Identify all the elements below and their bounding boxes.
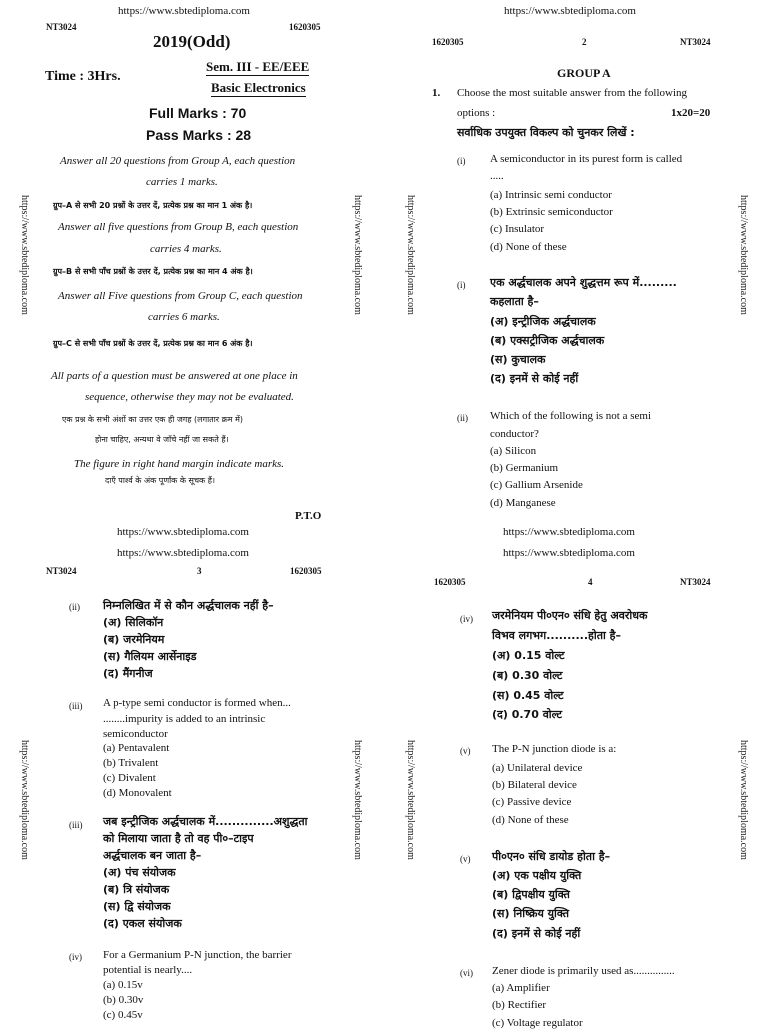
q5-text: The P-N junction diode is a: [492,743,617,755]
subject-code: 1620305 [432,37,464,47]
q1-option-b: (b) Extrinsic semiconductor [490,206,613,218]
instruction-d-hindi-cont: होना चाहिए, अन्यथा वे जाँचे नहीं जा सकते हैं। [95,435,229,444]
q4h-option-d: (द) 0.70 वोल्ट [492,708,562,721]
q3h-option-b: (ब) त्रि संयोजक [103,883,170,896]
q2-option-d: (d) Manganese [490,497,556,509]
q3-option-d: (d) Monovalent [103,787,172,799]
q4h-option-b: (ब) 0.30 वोल्ट [492,669,563,682]
side-watermark-right: https://www.sbtediploma.com [738,195,749,315]
page-number: 2 [582,37,587,47]
instruction-c-hindi: ग्रुप–C से सभी पाँच प्रश्नों के उत्तर दें, प्रत्येक प्रश्न का मान 6 अंक है। [53,339,253,348]
q2-text-cont: conductor? [490,428,539,440]
q4h-text-cont: विभव लगभग..........होता है– [492,629,621,642]
q1-dots: ..... [490,170,504,182]
q3h-text: जब इन्ट्रीजिक अर्द्धचालक में..............अशुद्धता [103,815,308,828]
q1-option-d: (d) None of these [490,241,567,253]
instruction-c-cont: carries 6 marks. [148,311,220,323]
q4-option-b: (b) 0.30v [103,994,144,1006]
page-3 [0,512,384,1024]
q4-option-c: (c) 0.45v [103,1009,143,1021]
instruction-e: The figure in right hand margin indicate marks. [74,458,285,470]
footer-url: https://www.sbtediploma.com [117,526,249,538]
question-number: 1. [432,87,441,99]
question-text: Choose the most suitable answer from the following [457,87,688,99]
q3-option-c: (c) Divalent [103,772,156,784]
q4h-option-c: (स) 0.45 वोल्ट [492,689,564,702]
q6-number: (vi) [460,968,473,978]
q6-option-c: (c) Voltage regulator [492,1017,583,1029]
q1-number: (i) [457,156,466,166]
exam-time: Time : 3Hrs. [45,69,121,84]
q5h-option-b: (ब) द्विपक्षीय युक्ति [492,888,570,901]
header-url: https://www.sbtediploma.com [503,547,635,559]
instruction-d: All parts of a question must be answered at one place in [51,370,298,382]
subject-code: 1620305 [289,22,321,32]
q2h-option-b: (ब) जरमेनियम [103,633,165,646]
q1h-text: एक अर्द्धचालक अपने शुद्धत्तम रूप में......... [490,276,677,289]
pto-label: P.T.O [295,510,322,522]
side-watermark-right: https://www.sbtediploma.com [352,740,363,860]
page-number: 3 [197,566,202,576]
q1h-text-cont: कहलाता है– [490,295,539,308]
q3-number: (iii) [69,701,83,711]
side-watermark-left: https://www.sbtediploma.com [19,195,30,315]
header-url: https://www.sbtediploma.com [504,5,636,17]
subject-code: 1620305 [290,566,322,576]
header-url: https://www.sbtediploma.com [118,5,250,17]
q4-text-cont: potential is nearly.... [103,964,193,976]
q5h-option-d: (द) इनमें से कोई नहीं [492,927,581,940]
side-watermark-right: https://www.sbtediploma.com [738,740,749,860]
paper-code: NT3024 [680,37,711,47]
instruction-b-cont: carries 4 marks. [150,243,222,255]
instruction-a-hindi: ग्रुप–A से सभी 20 प्रश्नों के उत्तर दें, प्रत्येक प्रश्न का मान 1 अंक है। [53,201,253,210]
q2-option-b: (b) Germanium [490,462,559,474]
exam-year: 2019(Odd) [153,32,231,51]
q5-option-b: (b) Bilateral device [492,779,577,791]
instruction-a-cont: carries 1 marks. [146,176,218,188]
q1h-option-c: (स) कुचालक [490,353,546,366]
q3-text-cont-2: semiconductor [103,728,168,740]
q3-option-b: (b) Trivalent [103,757,159,769]
q2-option-c: (c) Gallium Arsenide [490,479,583,491]
instruction-a: Answer all 20 questions from Group A, each question [60,155,296,167]
q6-option-b: (b) Rectifier [492,999,547,1011]
subject-code: 1620305 [434,577,466,587]
footer-url: https://www.sbtediploma.com [503,526,635,538]
q6-text: Zener diode is primarily used as............... [492,965,675,977]
q1h-option-a: (अ) इन्ट्रीजिक अर्द्धचालक [490,315,596,328]
subject-name: Basic Electronics [211,80,306,95]
page-2 [384,0,768,512]
q3h-option-a: (अ) पंच संयोजक [103,866,176,879]
q4h-text: जरमेनियम पी०एन० संधि हेतु अवरोधक [492,609,648,622]
question-hindi: सर्वाधिक उपयुक्त विकल्प को चुनकर लिखें : [457,126,635,139]
q2h-option-d: (द) मैंगनीज [103,667,153,680]
q4h-number: (iv) [460,614,473,624]
q2h-number: (ii) [69,602,80,612]
q5h-option-a: (अ) एक पक्षीय युक्ति [492,869,582,882]
side-watermark-left: https://www.sbtediploma.com [405,740,416,860]
q5h-number: (v) [460,854,471,864]
q5-option-d: (d) None of these [492,814,569,826]
group-heading: GROUP A [557,66,611,80]
q5-option-c: (c) Passive device [492,796,572,808]
q2-text: Which of the following is not a semi [490,410,651,422]
page-4 [384,512,768,1029]
pass-marks: Pass Marks : 28 [146,127,252,143]
q1-option-a: (a) Intrinsic semi conductor [490,189,612,201]
q2-option-a: (a) Silicon [490,445,537,457]
instruction-c: Answer all Five questions from Group C, each question [58,290,303,302]
q4-number: (iv) [69,952,82,962]
side-watermark-left: https://www.sbtediploma.com [19,740,30,860]
q3h-option-d: (द) एकल संयोजक [103,917,182,930]
q2h-option-a: (अ) सिलिकॉन [103,616,164,629]
header-url: https://www.sbtediploma.com [117,547,249,559]
q6-option-a: (a) Amplifier [492,982,550,994]
instruction-d-cont: sequence, otherwise they may not be evaluated. [85,391,294,403]
semester: Sem. III - EE/EEE [206,59,310,74]
question-marks: 1x20=20 [671,107,711,119]
q3-text: A p-type semi conductor is formed when... [103,697,291,709]
q1-option-c: (c) Insulator [490,223,545,235]
q1h-number: (i) [457,280,466,290]
side-watermark-left: https://www.sbtediploma.com [405,195,416,315]
paper-code: NT3024 [46,22,77,32]
q4h-option-a: (अ) 0.15 वोल्ट [492,649,565,662]
q3h-number: (iii) [69,820,83,830]
paper-code: NT3024 [46,566,77,576]
q2h-text: निम्नलिखित में से कौन अर्द्धचालक नहीं है– [103,599,274,612]
q2-number: (ii) [457,413,468,423]
q3-text-cont: ........impurity is added to an intrinsic [103,713,266,725]
q3h-text-cont-2: अर्द्धचालक बन जाता है– [103,849,202,862]
q5-option-a: (a) Unilateral device [492,762,583,774]
q4-option-a: (a) 0.15v [103,979,143,991]
q3h-option-c: (स) द्वि संयोजक [103,900,171,913]
q3h-text-cont: को मिलाया जाता है तो वह पी०–टाइप [103,832,254,845]
q1h-option-d: (द) इनमें से कोई नहीं [490,372,579,385]
q5h-text: पी०एन० संधि डायोड होता है– [492,850,611,863]
q4-text: For a Germanium P-N junction, the barrier [103,949,292,961]
instruction-b-hindi: ग्रुप–B से सभी पाँच प्रश्नों के उत्तर दें, प्रत्येक प्रश्न का मान 4 अंक है। [53,267,253,276]
q2h-option-c: (स) गैलियम आर्सेनाइड [103,650,197,663]
paper-code: NT3024 [680,577,711,587]
full-marks: Full Marks : 70 [149,105,247,121]
instruction-b: Answer all five questions from Group B, each question [58,221,299,233]
page-1 [0,0,384,522]
q5-number: (v) [460,746,471,756]
q1h-option-b: (ब) एक्सट्रीजिक अर्द्धचालक [490,334,605,347]
q3-option-a: (a) Pentavalent [103,742,170,754]
q5h-option-c: (स) निष्क्रिय युक्ति [492,907,570,920]
instruction-d-hindi: एक प्रश्न के सभी अंशों का उत्तर एक ही जगह (लगातार क्रम में) [62,415,243,424]
page-number: 4 [588,577,593,587]
question-text-cont: options : [457,107,496,119]
q1-text: A semiconductor in its purest form is called [490,153,683,165]
side-watermark-right: https://www.sbtediploma.com [352,195,363,315]
instruction-e-hindi: दाएँ पार्श्व के अंक पूर्णांक के सूचक हैं। [105,476,216,485]
